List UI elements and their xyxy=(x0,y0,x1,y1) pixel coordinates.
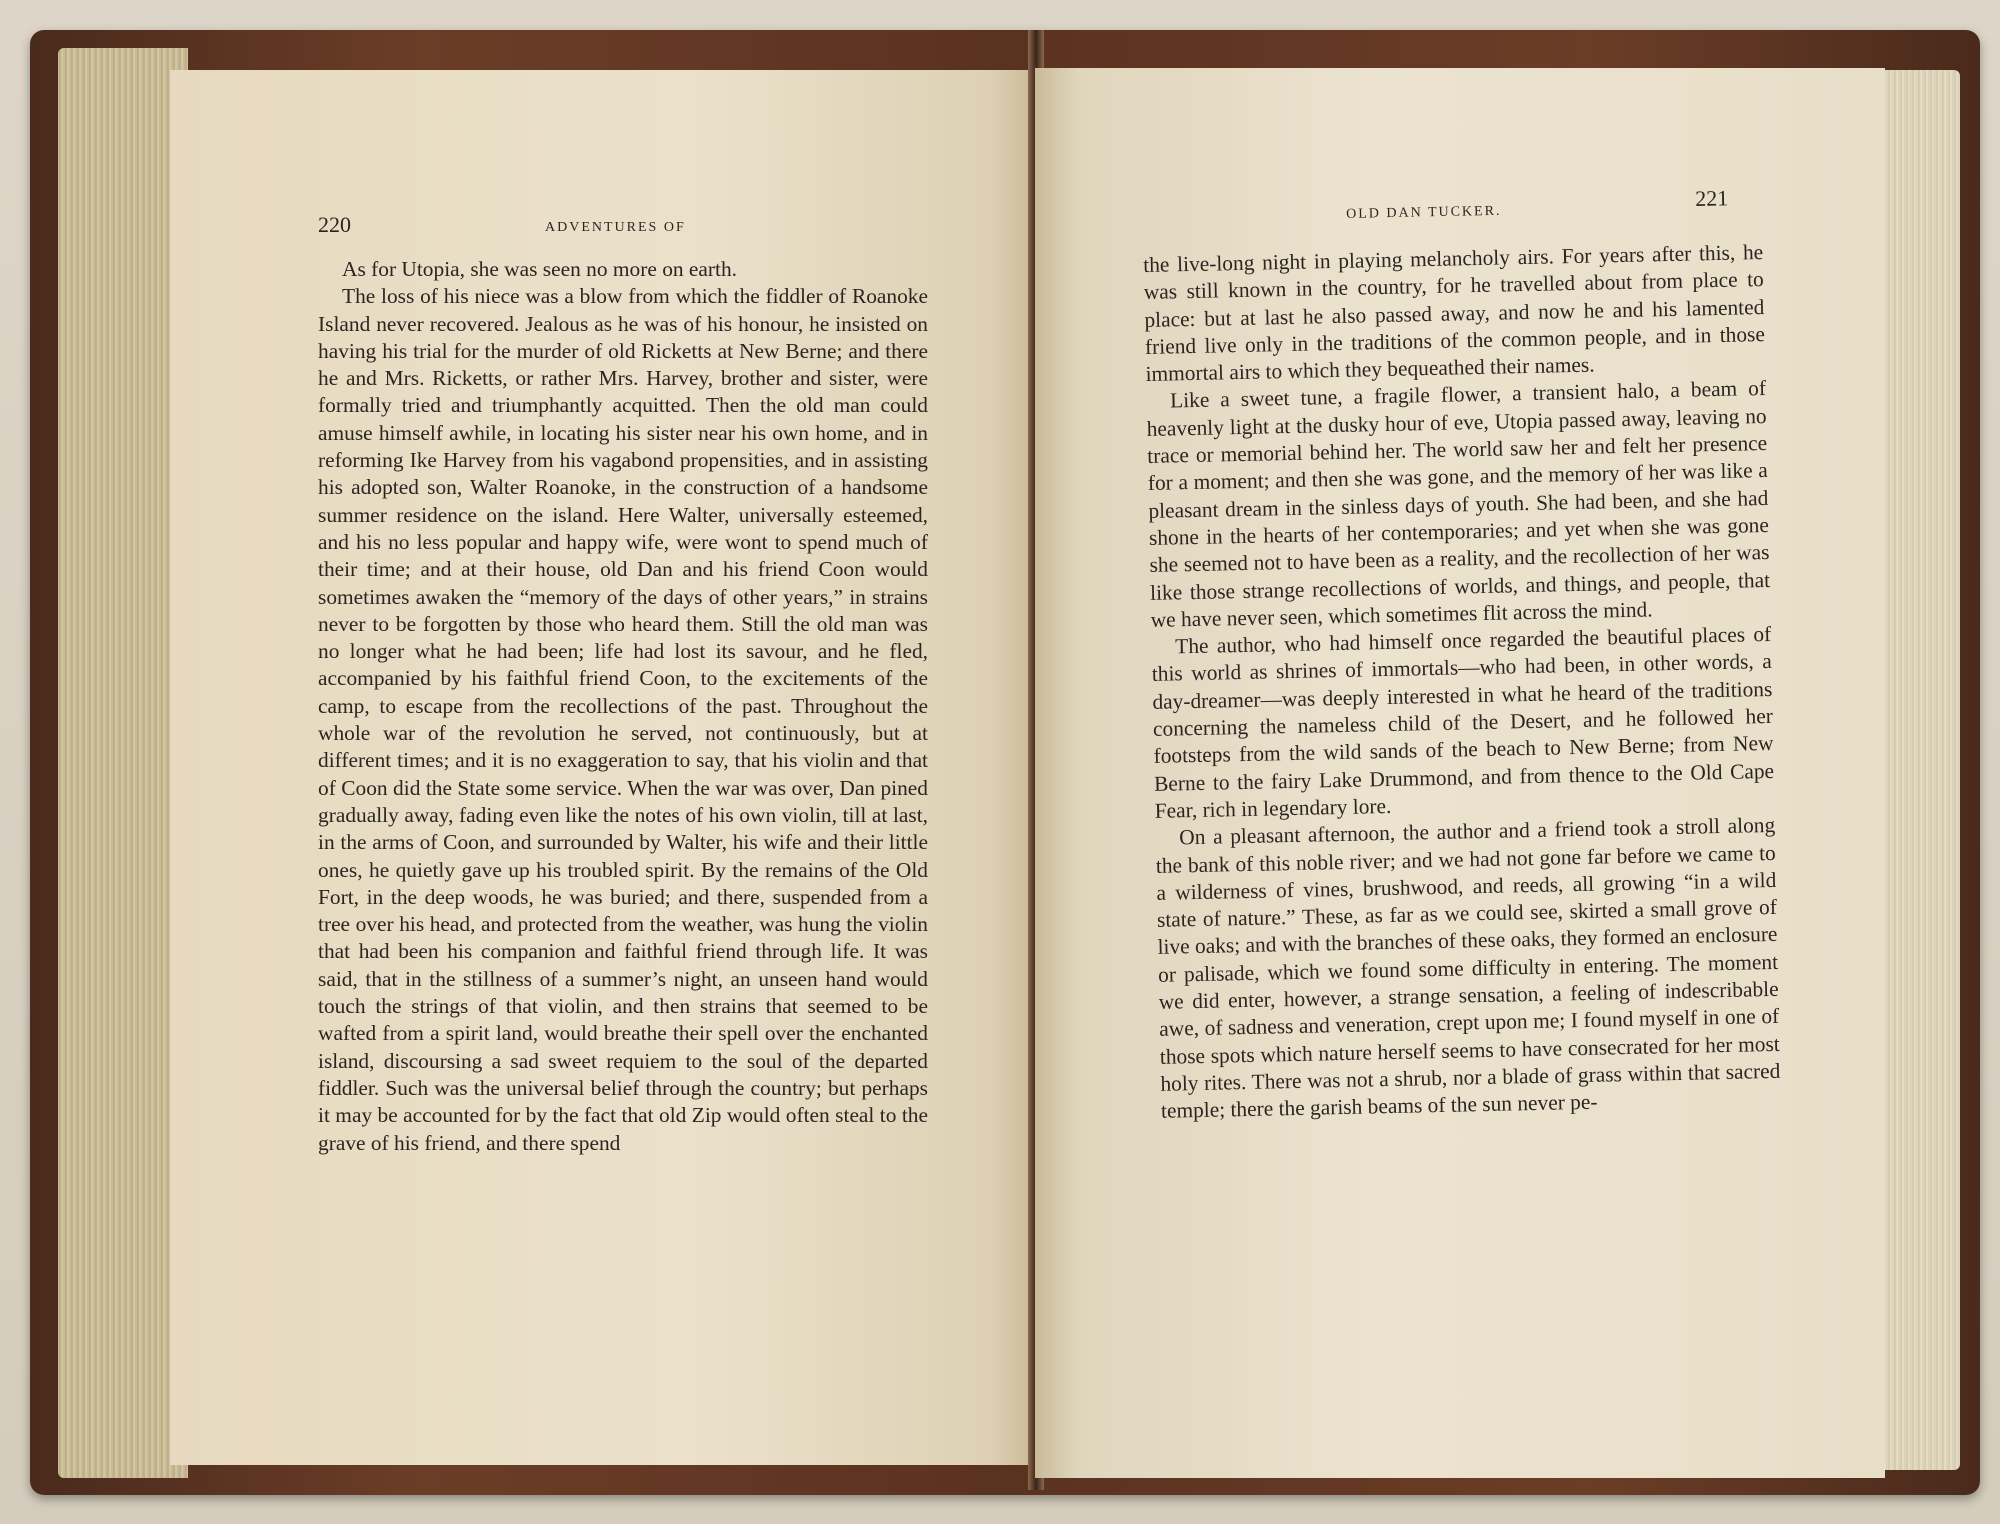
running-head: ADVENTURES OF xyxy=(545,220,686,235)
paragraph: The author, who had himself once regarded the beautiful places of this world as shrines of immortals—who had been, in other words, a day-dreamer—was deeply interested in what he heard of the traditions concerning the nameless child of the Desert, and he followed her footsteps from the wild sands of the beach to New Berne; from New Berne to the fairy Lake Drummond, and from thence to the Old Cape Fear, rich in legendary lore. xyxy=(1151,622,1775,823)
left-page xyxy=(170,70,1035,1465)
running-head: OLD DAN TUCKER. xyxy=(1346,203,1502,222)
right-page xyxy=(1035,68,1885,1478)
page-number: 221 xyxy=(1695,185,1729,211)
paragraph: As for Utopia, she was seen no more on earth. xyxy=(342,257,738,281)
page-number: 220 xyxy=(318,212,351,237)
paragraph: On a pleasant afternoon, the author and a friend took a stroll along the bank of this noble river; and we had not gone far before we came to a wilderness of vines, brushwood, and reeds, all growing “in a wild state of nature.” These, as far as we could see, skirted a small grove of live oaks; and with the branches of these oaks, they formed an enclosure or palisade, which we found some difficulty in entering. The moment we did enter, however, a strange sensation, a feeling of indescribable awe, of sadness and veneration, crept upon me; I found myself in one of those spots which nature herself seems to have consecrated for her most holy rites. There was not a shrub, nor a blade of grass within that sacred temple; there the garish beams of the sun never pe- xyxy=(1155,813,1781,1124)
paragraph: Like a sweet tune, a fragile flower, a transient halo, a beam of heavenly light at the dusky hour of eve, Utopia passed away, leaving no trace or memorial behind her. The world saw her and felt her presence for a moment; and then she was gone, and the memory of her was like a pleasant dream in the sinless days of youth. She had been, and she had shone in the hearts of her contemporaries; and yet when she was gone she seemed not to have been as a reality, and the recollection of her was like those strange recollections of worlds, and things, and people, that we have never seen, which sometimes flit across the mind. xyxy=(1146,376,1771,632)
body-text xyxy=(1143,239,1781,1125)
paragraph: The loss of his niece was a blow from which the fiddler of Roanoke Island never recovered. Jealous as he was of his honour, he insisted on having his trial for the murder of old Ricketts at New Berne; and there he and Mrs. Ricketts, or rather Mrs. Harvey, brother and sister, were formally tried and triumphantly acquitted. Then the old man could amuse himself awhile, in locating his sister near his own home, and in reforming Ike Harvey from his vagabond propensities, and in assisting his adopted son, Walter Roanoke, in the construction of a handsome summer residence on the island. Here Walter, universally esteemed, and his no less popular and happy wife, were wont to spend much of their time; and at their house, old Dan and his friend Coon would sometimes awaken the “memory of the days of other years,” in strains never to be forgotten by those who heard them. Still the old man was no longer what he had been; life had lost its savour, and he fled, accompanied by his faithful friend Coon, to the excitements of the camp, to escape from the recollections of the past. Throughout the whole war of the revolution he served, not continuously, but at different times; and it is no exaggeration to say, that his violin and that of Coon did the State some service. When the war was over, Dan pined gradually away, fading even like the notes of his own violin, till at last, in the arms of Coon, and surrounded by Walter, his wife and their little ones, he quietly gave up his troubled spirit. By the remains of the Old Fort, in the deep woods, he was buried; and there, suspended from a tree over his head, and protected from the weather, was hung the violin that had been his companion and faithful friend through life. It was said, that in the stillness of a summer’s night, an unseen hand would touch the strings of that violin, and then strains that seemed to be wafted from a spirit land, would breathe their spell over the enchanted island, discoursing a sad sweet requiem to the soul of the departed fiddler. Such was the universal belief through the country; but perhaps it may be accounted for by the fact that old Zip would often steal to the grave of his friend, and there spend xyxy=(318,284,928,1155)
paragraph: the live-long night in playing melancholy airs. For years after this, he was still known in the country, for he travelled about from place to place: but at last he also passed away, and now he and his lamented friend live only in the traditions of the common people, and in those immortal airs to which they bequeathed their names. xyxy=(1143,240,1766,387)
page-edges-right xyxy=(1875,70,1960,1470)
body-text xyxy=(318,256,928,1157)
page-edges-left xyxy=(58,48,188,1478)
